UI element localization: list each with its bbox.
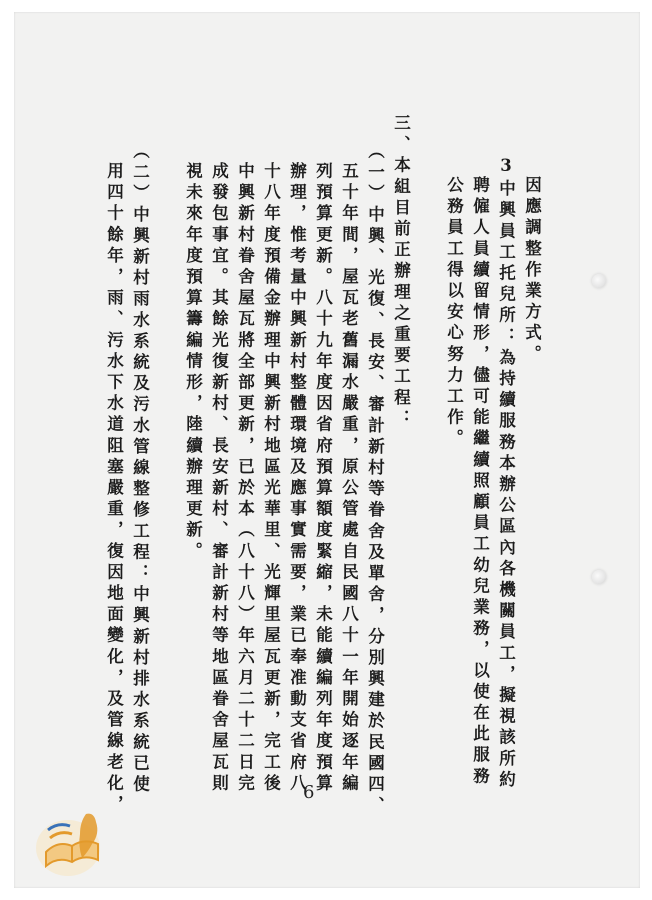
text-column-1: 因應調整作業方式。	[522, 176, 542, 366]
text-column-15: 用四十餘年，雨、污水下水道阻塞嚴重，復因地面變化，及管線老化，	[104, 162, 124, 817]
text-column-9: 辦理，惟考量中興新村整體環境及應事實需要，業已奉准動支省府八	[287, 162, 307, 795]
text-column-4: 公務員工得以安心努力工作。	[444, 176, 464, 451]
text-column-6: （一）中興、光復、長安、審計新村等眷舍及單舍，分別興建於民國四、	[365, 142, 385, 818]
text-column-3: 聘僱人員續留情形，儘可能繼續照顧員工幼兒業務，以使在此服務	[470, 176, 490, 788]
text-column-2: 3中興員工托兒所：為持續服務本辦公區內各機關員工，擬視該所約	[496, 156, 516, 792]
text-column-13: 視未來年度預算籌編情形，陸續辦理更新。	[183, 162, 203, 563]
text-column-14: （二）中興新村雨水系統及污水管線整修工程：中興新村排水系統已使	[130, 142, 150, 797]
taiwan-book-logo-icon	[28, 800, 120, 884]
text-column-12: 成發包事宜。其餘光復新村、長安新村、審計新村等地區眷舍屋瓦則	[209, 162, 229, 795]
text-column-8: 列預算更新。八十九年度因省府預算額度緊縮，未能續編列年度預算	[313, 162, 333, 795]
binding-hole	[592, 570, 606, 584]
text-column-10: 十八年度預備金辦理中興新村地區光華里、光輝里屋瓦更新，完工後	[261, 162, 281, 795]
text-column-11: 中興新村眷舍屋瓦將全部更新，已於本（八十八）年六月二十二日完	[235, 162, 255, 795]
page-number: 6	[303, 782, 315, 803]
binding-hole	[592, 274, 606, 288]
section-heading: 三、本組目前正辦理之重要工程：	[391, 114, 411, 431]
text-column-7: 五十年間，屋瓦老舊漏水嚴重，原公管處自民國八十一年開始逐年編	[339, 162, 359, 795]
